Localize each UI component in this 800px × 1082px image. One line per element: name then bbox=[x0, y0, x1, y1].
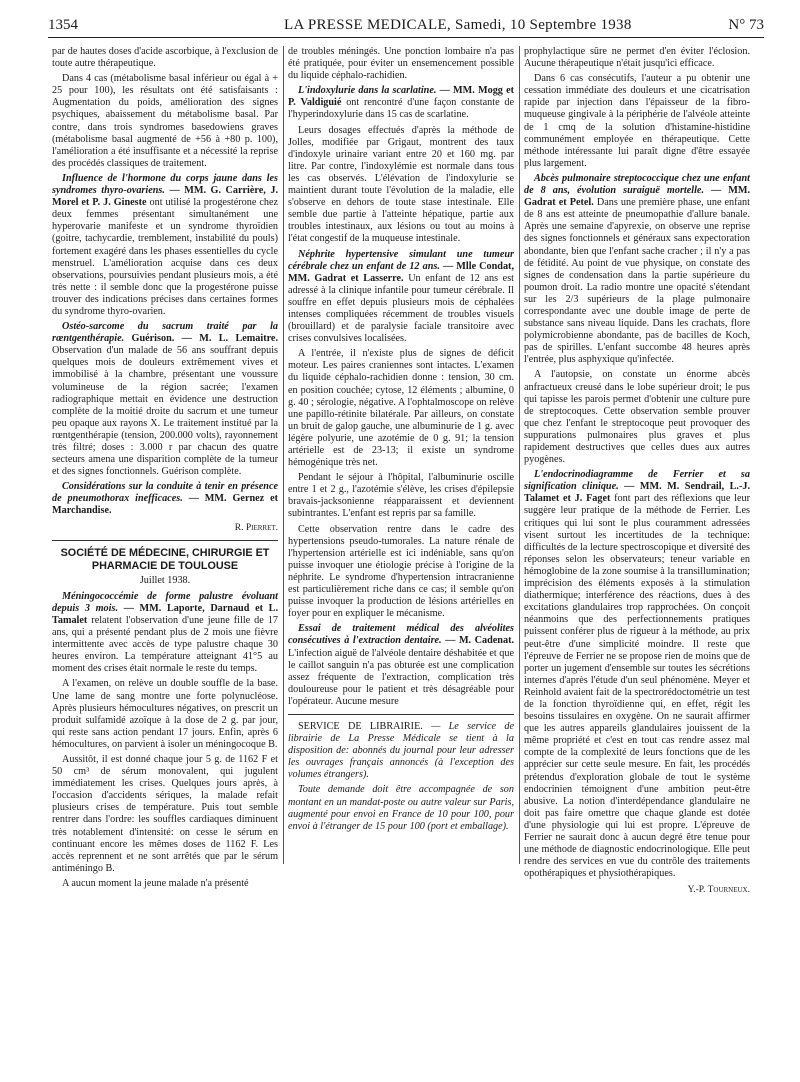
section-rule bbox=[52, 540, 278, 541]
paragraph: A aucun moment la jeune malade n'a présenté bbox=[62, 877, 249, 889]
column-divider bbox=[519, 46, 520, 864]
library-paragraph bbox=[288, 721, 514, 781]
article-authors: — M. Cadenat. bbox=[445, 635, 515, 647]
library-title: SERVICE DE LIBRAIRIE. bbox=[298, 720, 423, 732]
article-body: Un enfant de 12 ans est adressé à la clinique infantile pour tumeur cérébrale. Il souffre en effet depuis plusieurs mois de céphalées intenses compliquées récemment de troubles visuels (brouillard) et de paralysie faciale transitoire avec crises convulsives localisées. bbox=[288, 272, 514, 345]
article bbox=[524, 469, 750, 880]
article-title: Méningococcémie de forme palustre évoluant depuis 3 mois. bbox=[52, 590, 278, 614]
article bbox=[52, 591, 278, 676]
article-title: L'endocrinodiagramme de Ferrier et sa signification clinique. bbox=[524, 469, 750, 493]
article-title: Ostéo-sarcome du sacrum traité par la rœntgenthérapie. bbox=[52, 321, 278, 345]
paragraph: Dans 6 cas consécutifs, l'auteur a pu obtenir une cessation immédiate des douleurs et une cicatrisation rapide par injection dans l'épaisseur de la fibro-muqueuse gingivale à la périphérie de l'alvéole atteinte de 1 cmq de la solution d'histamine-histidine communément employée en thérapeutique. Cette méthode intéressante lui paraît digne d'être essayée plus largement. bbox=[524, 73, 750, 169]
paragraph: Pendant le séjour à l'hôpital, l'albuminurie oscille entre 1 et 2 g., l'azotémie s'élève, les crises d'épilepsie bravais-jacksonienne réapparaissent et deviennent subintrantes. L'enfant est repris par sa famille. bbox=[288, 472, 514, 520]
article-title: Néphrite hypertensive simulant une tumeur cérébrale chez un enfant de 12 ans. bbox=[288, 248, 514, 272]
article-authors: — MM. Gernez et Marchandise. bbox=[52, 493, 279, 517]
article-body: ont rencontré d'une façon constante de l'hyperindoxylurie dans 15 cas de scarlatine. bbox=[288, 97, 514, 121]
article-body: font part des réflexions que leur suggère leur pratique de la méthode de Ferrier. Les critiques qui lui sont le plus couramment adressées visent surtout les incertitudes de la technique: difficultés de la lecture spectroscopique et diversité des réponses selon les observateurs; teneur variable en hémoglobine de la zone soumise à la transillumination; imprécision des éléments exposés à la stimulation diathermique; interférence des réactions, dues à des excitations glandulaires trop rapprochées. On conçoit néanmoins que des perfectionnements pratiques puissent conférer plus de rigueur à la méthode, au prix peut-être d'une simplicité moindre. Il reste que l'épreuve de Ferrier ne se propose rien de moins que de porter un jugement d'ensemble sur toutes les sécrétions internes d'après l'étude d'un seul phénomène. Meyer et Reinhold avaient fait de la spectrorédoctométrie un test de la fonction thyroïdienne qui, en effet, régit les besoins tissulaires en oxygène. On ne saurait affirmer que les autres appareils glandulaires jouissent de la même propriété et c'est en tout cas rendre assez mal compte de la complexité de leurs fonctions que de les apprécier sur cette seule mesure. En fait, les procédés prétendus d'exploration globale de tout le système endocrinien témoignent d'une ambition peut-être abusive. La notion d'interdépendance glandulaire ne doit pas faire omettre que chaque glande est dotée d'une physiologie qui lui est propre. L'épreuve de Ferrier ne saurait donc à aucun degré être tenue pour une méthode de diagnostic endocrinologique. Elle peut rendre des services en vue du contrôle des traitements opothérapiques et physiothérapiques. bbox=[524, 493, 750, 880]
article-title: Considérations sur la conduite à tenir en présence de pneumothorax inefficaces. bbox=[52, 481, 278, 505]
society-date: Juillet 1938. bbox=[139, 574, 191, 586]
paragraph: prophylactique sûre ne permet d'en éviter l'éclosion. Aucune thérapeutique n'était jusqu'ici efficace. bbox=[524, 46, 750, 70]
article bbox=[288, 249, 514, 346]
article bbox=[52, 321, 278, 478]
paragraph: Dans 4 cas (métabolisme basal inférieur ou égal à + 25 pour 100), les résultats ont été satisfaisants : Augmentation du poids, amélioration des signes psychiques, abaissement du métabolisme basal. Par contre, dans trois syndromes basedowiens graves (métabolisme basal augmenté de +56 à +80 p. 100), l'amélioration a été insuffisante et a nécessité la reprise des procédés classiques de traitement. bbox=[52, 73, 278, 169]
paragraph: A l'autopsie, on constate un énorme abcès anfractueux creusé dans le lobe supérieur droit; le pus qui tapisse les parois permet d'obtenir une culture pure de streptocoques. Cette observation semble prouver que chez l'enfant le streptocoque peut provoquer des suppurations pulmonaires plus graves et plus rapidement destructives que celles dues aux autres pyogènes. bbox=[524, 369, 750, 466]
article-authors: — MM. M. Sendrail, L.-J. Talamet et J. Faget bbox=[524, 481, 750, 505]
library-notice bbox=[288, 714, 514, 833]
article-body: relatent l'observation d'une jeune fille de 17 ans, qui a présenté pendant plus de 2 mois une fièvre intermittente avec accès de type palustre chaque 30 heures environ. La température atteignant 41°5 au moment des crises était normale le reste du temps. bbox=[52, 614, 278, 675]
article bbox=[52, 481, 278, 517]
article-authors: — MM. Gadrat et Petel. bbox=[524, 185, 751, 209]
paragraph: Leurs dosages effectués d'après la méthode de Jolles, modifiée par Grigaut, montrent des taux d'indoxyle urinaire variant entre 20 et 160 mg. par litre. Par contre, l'indoxylémie est normale dans tous les cas observés. L'élévation de l'indoxylurie se maintient durant toute l'évolution de la maladie, elle s'observe en dehors de toute stase intestinale. Elle semble due partie à l'atteinte hépatique, partie aux troubles intestinaux, aux lésions ou tout au moins à l'état congestif de la muqueuse intestinale. bbox=[288, 124, 514, 245]
article-authors: — MM. Mogg et P. Valdiguié bbox=[288, 85, 515, 109]
article-title: Abcès pulmonaire streptococcique chez une enfant de 8 ans, évolution suraiguë mortelle. bbox=[524, 172, 750, 197]
article-body: L'infection aiguë de l'alvéole dentaire déshabitée et que le caillot sanguin n'a pas obturée est une complication assez fréquente de l'extraction, complication très douloureuse pour le patient et très désagréable pour l'opérateur. Aucune mesure bbox=[288, 647, 514, 707]
library-body: — Le service de librairie de La Presse Médicale se tient à la disposition de: abonnés du journal pour leur adresser les ouvrages français annoncés (à l'exception des volumes étrangers). bbox=[288, 720, 514, 781]
article-title: Essai de traitement médical des alvéolites consécutives à l'extraction dentaire. bbox=[288, 623, 514, 647]
article bbox=[288, 623, 514, 708]
column-3 bbox=[524, 46, 750, 902]
article-body: Observation d'un malade de 56 ans souffrant depuis quelques mois de douleurs extrêmement vives et immobilisé à la chambre, présentant une voussure volumineuse de la région sacrée; l'examen radiographique mettait en évidence une destruction complète de la moitié droite du sacrum et une tumeur peu opaque aux rayons X. Le traitement institué par la rœntgenthérapie (tension, 200.000 volts), rayonnement très filtré; doses : 3.000 r par chacun des quatre secteurs amena une disparition complète de la tumeur et des signes fonctionnels. Guérison complète. bbox=[52, 345, 278, 478]
article bbox=[288, 85, 514, 121]
column-1 bbox=[52, 46, 278, 893]
article-title: Influence de l'hormone du corps jaune dans les syndromes thyro-ovariens. bbox=[52, 172, 278, 197]
library-paragraph-2: Toute demande doit être accompagnée de son montant en un mandat-poste ou autre valeur sur Paris, augmenté pour envoi en France de 10 pour 100, pour envoi à l'étranger de 15 pour 100 (port et emballage). bbox=[288, 784, 514, 832]
article-authors: — Mlle Condat, MM. Gadrat et Lasserre. bbox=[288, 260, 514, 284]
paragraph: A l'examen, on relève un double souffle de la base. Une lame de sang montre une forte polynucléose. Après plusieurs hémocultures négatives, on prescrit un produit sulfamidé azoïque à la dose de 2 g. par jour, qui reste sans action pendant 17 jours. Enfin, après 6 hémocultures, on parvient à isoler un méningocoque B. bbox=[52, 678, 278, 750]
signature: R. Pierret. bbox=[234, 522, 278, 533]
article-authors: Guérison. — M. L. Lemaitre. bbox=[131, 333, 278, 345]
issue-number: N° 73 bbox=[728, 17, 764, 33]
article bbox=[524, 173, 750, 367]
paragraph: A l'entrée, il n'existe plus de signes de déficit moteur. Les paires craniennes sont intactes. L'examen du liquide céphalo-rachidien donne : tension, 30 cm. en position couchée; cytose, 12 éléments ; albumine, 0 g. 40 ; sérologie, négative. A l'ophtalmoscope on relève une papillo-rétinite bilatérale. Par ailleurs, on constate un bruit de galop gauche, une albuminurie de 1 g. avec légère polyurie, une azotémie de 0 g. 91; la tension artérielle est de 23-13; il existe un syndrome hémogénique très net. bbox=[288, 348, 514, 469]
article-title: L'indoxylurie dans la scarlatine. bbox=[298, 85, 437, 97]
article-authors: — MM. G. Carrière, J. Morel et P. J. Gineste bbox=[52, 185, 278, 209]
journal-title: LA PRESSE MEDICALE, Samedi, 10 Septembre 1938 bbox=[284, 17, 632, 33]
paragraph: de troubles méningés. Une ponction lombaire n'a pas été pratiquée, pour éviter un ensemencement possible du liquide céphalo-rachidien. bbox=[288, 46, 514, 82]
column-2 bbox=[288, 46, 514, 836]
article-body: ont utilisé la progestérone chez deux femmes présentant simultanément une hyperovarie manifeste et un syndrome thyroïdien (goitre, tachycardie, tremblement, instabilité du pouls) fortement exagéré dans les phases essentielles du cycle menstruel. L'amélioration acquise dans ces deux observations, poursuivies pendant plusieurs mois, a été très nette : il semble donc que la progestérone puisse trouver des indications précises dans certaines formes du syndrome thyro-ovarien. bbox=[52, 197, 279, 317]
article bbox=[52, 173, 278, 318]
signature: Y.-P. Tourneux. bbox=[687, 885, 750, 896]
paragraph: par de hautes doses d'acide ascorbique, à l'exclusion de toute autre thérapeutique. bbox=[52, 46, 278, 70]
column-divider bbox=[283, 46, 284, 864]
article-authors: — MM. Laporte, Darnaud et L. Tamalet bbox=[52, 602, 279, 626]
society-title: SOCIÉTÉ DE MÉDECINE, CHIRURGIE ET PHARMACIE DE TOULOUSE bbox=[60, 546, 270, 572]
paragraph: Cette observation rentre dans le cadre des hypertensions pseudo-tumorales. La nature rénale de l'hypertension artérielle est ici indéniable, sans qu'on puisse invoquer une étiologie précise à l'origine de la néphrite. Le syndrome d'hypertension intracranienne est particulièrement riche dans ce cas; il semble qu'on puisse invoquer la production de lésions artérielles en foyer pour en expliquer le mécanisme. bbox=[288, 523, 514, 620]
page-number: 1354 bbox=[48, 17, 78, 33]
page-header bbox=[48, 16, 764, 38]
paragraph: Aussitôt, il est donné chaque jour 5 g. de 1162 F et 50 cm³ de sérum monovalent, qui jugulent immédiatement les crises. Quelques jours après, à l'occasion d'accidents sériques, la malade refait plusieurs crises de température. Puis tout semble rentrer dans l'ordre: les souffles cardiaques diminuent très notablement d'intensité: on cesse le sérum en continuant encore les mêmes doses de 1162 F. Les accès reprennent et ne sont arrêtés que par le sérum antiméningo B. bbox=[52, 753, 278, 874]
header-rule bbox=[48, 37, 764, 38]
article-body: Dans une première phase, une enfant de 8 ans est atteinte de pneumopathie d'allure banale. Après une semaine d'apyrexie, on observe une reprise des signes fonctionnels et généraux sans expectoration abondante, bien que l'enfant sache cracher ; il n'y a pas de fétidité. Au point de vue physique, on constate des signes de condensation dans la partie supérieure du poumon droit. La radio montre une opacité s'étendant sur les 2/3 supérieurs de la plage pulmonaire correspondante avec une double image de perte de substance sans niveau liquide. Dans les crachats, flore polymicrobienne abondante, pas de bacilles de Koch, pas de spirilles. L'enfant succombe 48 heures après l'entrée, plus asphyxique qu'infectée. bbox=[524, 197, 750, 366]
